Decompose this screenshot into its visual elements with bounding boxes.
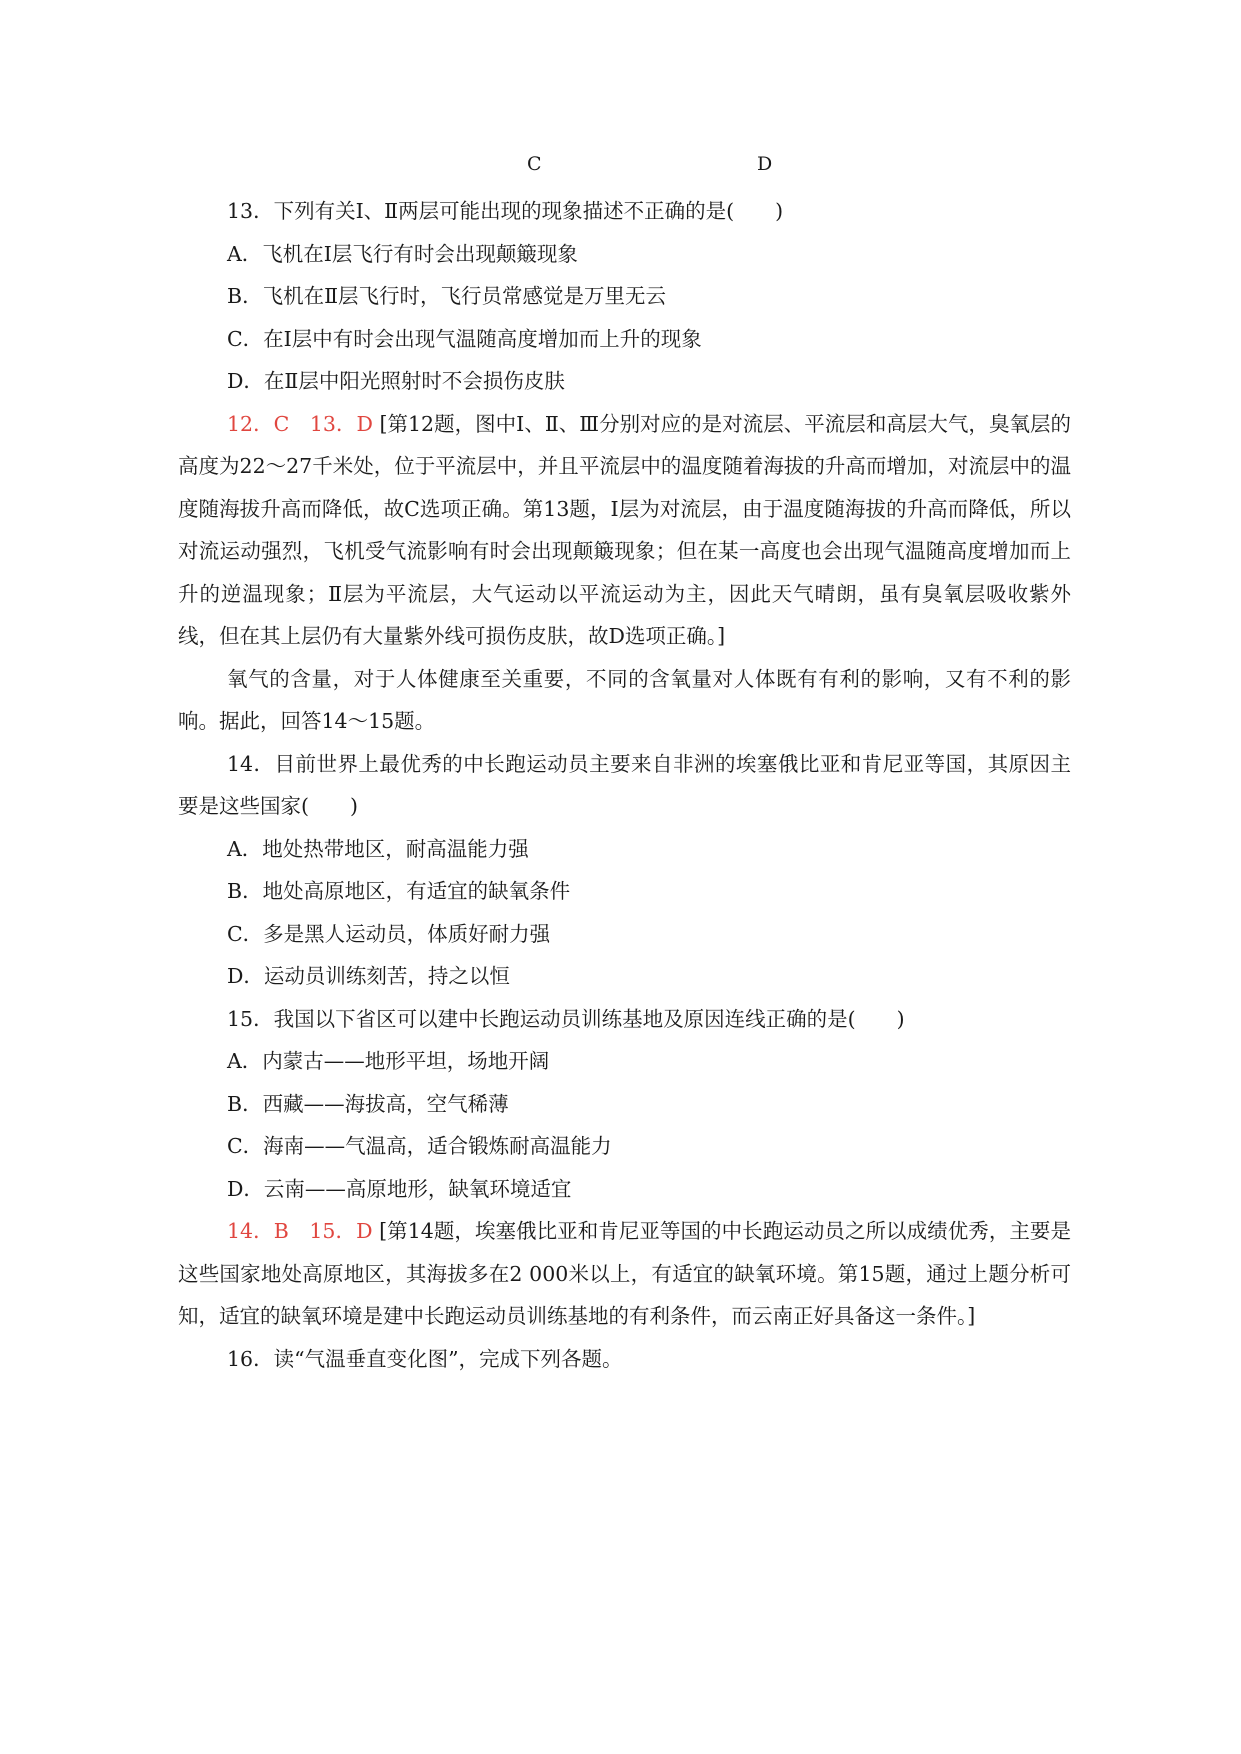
question-14-option-d: D．运动员训练刻苦，持之以恒 [227, 964, 510, 988]
answer-14-15-explanation: [第14题，埃塞俄比亚和肯尼亚等国的中长跑运动员之所以成绩优秀，主要是这些国家地处高原地区，其海拔多在2 000米以上，有适宜的缺氧环境。第15题，通过上题分析可知，适宜的缺氧环境是建中长跑运动员训练基地的有利条件，而云南正好具备这一条件。] [178, 1219, 1071, 1328]
question-15-stem: 15．我国以下省区可以建中长跑运动员训练基地及原因连线正确的是( ) [227, 1006, 905, 1031]
question-14-option-b: B．地处高原地区，有适宜的缺氧条件 [227, 879, 571, 903]
document-body [178, 190, 1071, 1380]
question-15-option-a: A．内蒙古——地形平坦，场地开阔 [227, 1049, 550, 1073]
question-13-option-c: C．在Ⅰ层中有时会出现气温随高度增加而上升的现象 [227, 326, 702, 351]
answer-12-13-explanation: [第12题，图中Ⅰ、Ⅱ、Ⅲ分别对应的是对流层、平流层和高层大气，臭氧层的高度为22～27千米处，位于平流层中，并且平流层中的温度随着海拔的升高而增加，对流层中的温度随海拔升高而降低，故C选项正确。第13题，Ⅰ层为对流层，由于温度随海拔的升高而降低，所以对流运动强烈，飞机受气流影响有时会出现颠簸现象；但在某一高度也会出现气温随高度增加而上升的逆温现象；Ⅱ层为平流层，大气运动以平流运动为主，因此天气晴朗，虽有臭氧层吸收紫外线，但在其上层仍有大量紫外线可损伤皮肤，故D选项正确。] [178, 411, 1071, 648]
answer-12-13 [178, 403, 1071, 658]
question-15-option-b: B．西藏——海拔高，空气稀薄 [227, 1091, 509, 1116]
question-14-stem: 14．目前世界上最优秀的中长跑运动员主要来自非洲的埃塞俄比亚和肯尼亚等国，其原因主要是这些国家( ) [178, 751, 1071, 818]
question-13-stem: 13．下列有关Ⅰ、Ⅱ两层可能出现的现象描述不正确的是( ) [227, 199, 784, 223]
question-13-option-d: D．在Ⅱ层中阳光照射时不会损伤皮肤 [227, 369, 565, 393]
question-16-stem: 16．读“气温垂直变化图”，完成下列各题。 [227, 1346, 623, 1371]
question-14-option-c: C．多是黑人运动员，体质好耐力强 [227, 921, 551, 946]
question-14-option-a: A．地处热带地区，耐高温能力强 [227, 836, 529, 861]
figure-label-c: C [527, 153, 542, 175]
intro-14-15: 氧气的含量，对于人体健康至关重要，不同的含氧量对人体既有有利的影响，又有不利的影响。据此，回答14～15题。 [178, 666, 1071, 733]
question-13-option-b: B．飞机在Ⅱ层飞行时，飞行员常感觉是万里无云 [227, 284, 666, 308]
question-15-option-c: C．海南——气温高，适合锻炼耐高温能力 [227, 1134, 612, 1158]
figure-label-d: D [757, 153, 773, 175]
question-15-option-d: D．云南——高原地形，缺氧环境适宜 [227, 1176, 572, 1201]
question-13-option-a: A．飞机在Ⅰ层飞行有时会出现颠簸现象 [227, 241, 578, 266]
figure-option-labels [0, 153, 1241, 179]
answer-14-15 [178, 1210, 1071, 1338]
answer-12-13-key: 12．C 13．D [227, 411, 373, 436]
answer-14-15-key: 14．B 15．D [227, 1219, 373, 1243]
